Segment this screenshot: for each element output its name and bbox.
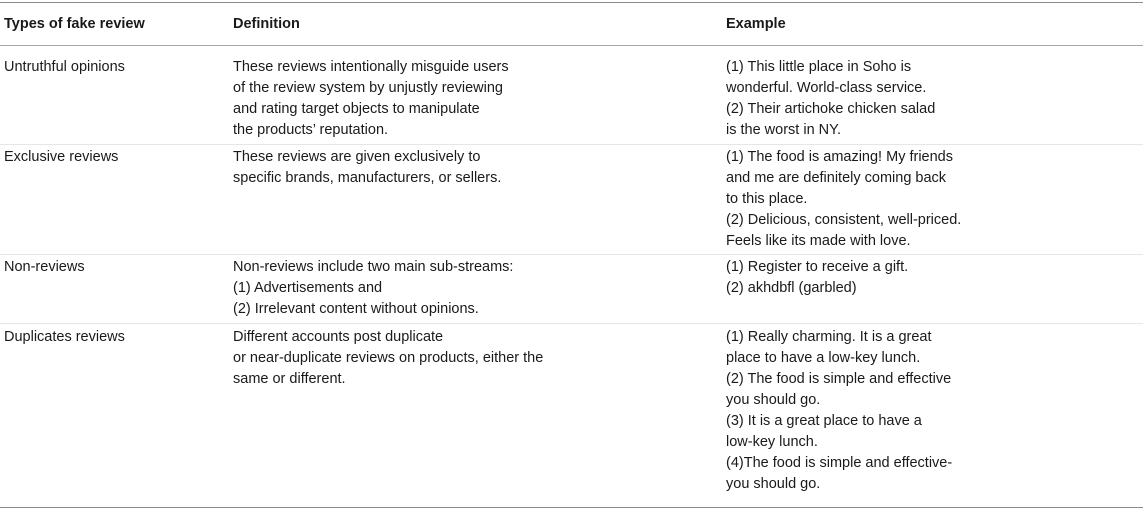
header-definition: Definition [233,16,300,32]
row-1-example: (1) This little place in Soho is wonderful. World-class service. (2) Their artichoke chicken salad is the worst in NY. [726,59,936,138]
row-2-example: (1) The food is amazing! My friends and me are definitely coming back to this place. (2) Delicious, consistent, well-priced. Feels like its made with love. [726,149,962,249]
row-2-definition: These reviews are given exclusively to specific brands, manufacturers, or sellers. [233,149,502,186]
row-2-type: Exclusive reviews [4,149,119,165]
row-1-type: Untruthful opinions [4,59,125,75]
header-type: Types of fake review [4,16,145,32]
row-separator [0,254,1143,255]
table-top-rule [0,2,1143,3]
row-3-definition: Non-reviews include two main sub-streams: (1) Advertisements and (2) Irrelevant content without opinions. [233,259,514,317]
row-separator [0,323,1143,324]
row-1-definition: These reviews intentionally misguide users of the review system by unjustly reviewing and rating target objects to manipulate the products’ reputation. [233,59,509,138]
table-bottom-rule [0,507,1143,508]
row-4-type: Duplicates reviews [4,329,125,345]
header-example: Example [726,16,786,32]
header-rule [0,45,1143,46]
row-3-example: (1) Register to receive a gift. (2) akhdbfl (garbled) [726,259,909,296]
row-4-example: (1) Really charming. It is a great place to have a low-key lunch. (2) The food is simple and effective you should go. (3) It is a great place to have a low-key lunch. (4)The food is simple and effective- you should go. [726,329,953,492]
row-4-definition: Different accounts post duplicate or near-duplicate reviews on products, either the same or different. [233,329,544,387]
row-3-type: Non-reviews [4,259,85,275]
row-separator [0,144,1143,145]
